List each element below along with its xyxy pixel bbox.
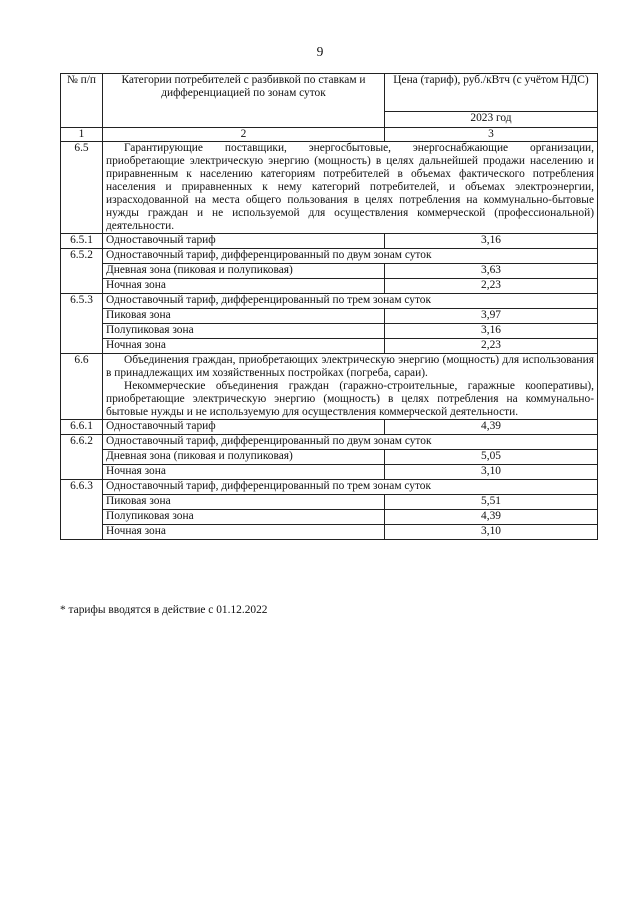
- row-label: Одноставочный тариф, дифференцированный по трем зонам суток: [103, 294, 598, 309]
- row-value: 3,16: [385, 234, 598, 249]
- row-label: Одноставочный тариф, дифференцированный по двум зонам суток: [103, 249, 598, 264]
- row-value: 5,51: [385, 495, 598, 510]
- row-label: Одноставочный тариф: [103, 420, 385, 435]
- row-label: Полупиковая зона: [103, 324, 385, 339]
- row-value: 3,63: [385, 264, 598, 279]
- row-value: 2,23: [385, 279, 598, 294]
- row-num: 6.5.3: [61, 294, 103, 354]
- row-value: 3,10: [385, 525, 598, 540]
- row-num: 6.6.3: [61, 480, 103, 540]
- row-label: Пиковая зона: [103, 495, 385, 510]
- row-value: 3,16: [385, 324, 598, 339]
- header-num: № п/п: [61, 74, 103, 128]
- row-label: Дневная зона (пиковая и полупиковая): [103, 450, 385, 465]
- row-value: 2,23: [385, 339, 598, 354]
- section-paragraph: Объединения граждан, приобретающих электрическую энергию (мощность) для использования в принадлежащих им хозяйственных постройках (погреба, сараи).: [106, 354, 594, 379]
- section-paragraph: Гарантирующие поставщики, энергосбытовые, энергоснабжающие организации, приобретающие электрическую энергию (мощность) в целях дальнейшей продажи населению и приравненным к населению категориям потребителей в объемах фактического потребления населения и приравненных к нему категорий потребителей, и объемах электроэнергии, израсходованной на места общего пользования в целях потребления на коммунально-бытовые нужды граждан и не используемой для осуществления коммерческой (профессиональной) деятельности.: [106, 142, 594, 232]
- header-index-3: 3: [385, 128, 598, 142]
- row-label: Полупиковая зона: [103, 510, 385, 525]
- row-label: Одноставочный тариф: [103, 234, 385, 249]
- header-price: Цена (тариф), руб./кВтч (с учётом НДС): [385, 74, 598, 112]
- row-value: 4,39: [385, 510, 598, 525]
- header-index-1: 1: [61, 128, 103, 142]
- row-label: Ночная зона: [103, 339, 385, 354]
- section-paragraph: Некоммерческие объединения граждан (гаражно-строительные, гаражные кооперативы), приобретающие электрическую энергию (мощность) в целях потребления на коммунально-бытовые нужды и не используемую для осуществления коммерческой деятельности.: [106, 380, 594, 418]
- row-label: Пиковая зона: [103, 309, 385, 324]
- row-num: 6.6.1: [61, 420, 103, 435]
- section-num: 6.6: [61, 354, 103, 420]
- section-description: [103, 142, 598, 234]
- row-value: 5,05: [385, 450, 598, 465]
- row-num: 6.5.1: [61, 234, 103, 249]
- header-year: 2023 год: [385, 112, 598, 128]
- header-category: Категории потребителей с разбивкой по ставкам и дифференциацией по зонам суток: [103, 74, 385, 128]
- row-value: 4,39: [385, 420, 598, 435]
- row-label: Одноставочный тариф, дифференцированный по трем зонам суток: [103, 480, 598, 495]
- page-number: 9: [316, 44, 324, 59]
- tariff-table: [60, 73, 598, 540]
- row-label: Ночная зона: [103, 465, 385, 480]
- footnote: * тарифы вводятся в действие с 01.12.2022: [60, 604, 268, 616]
- row-num: 6.6.2: [61, 435, 103, 480]
- row-label: Одноставочный тариф, дифференцированный по двум зонам суток: [103, 435, 598, 450]
- row-label: Дневная зона (пиковая и полупиковая): [103, 264, 385, 279]
- header-index-2: 2: [103, 128, 385, 142]
- section-num: 6.5: [61, 142, 103, 234]
- section-description: [103, 354, 598, 420]
- row-value: 3,97: [385, 309, 598, 324]
- row-value: 3,10: [385, 465, 598, 480]
- row-label: Ночная зона: [103, 525, 385, 540]
- row-label: Ночная зона: [103, 279, 385, 294]
- row-num: 6.5.2: [61, 249, 103, 294]
